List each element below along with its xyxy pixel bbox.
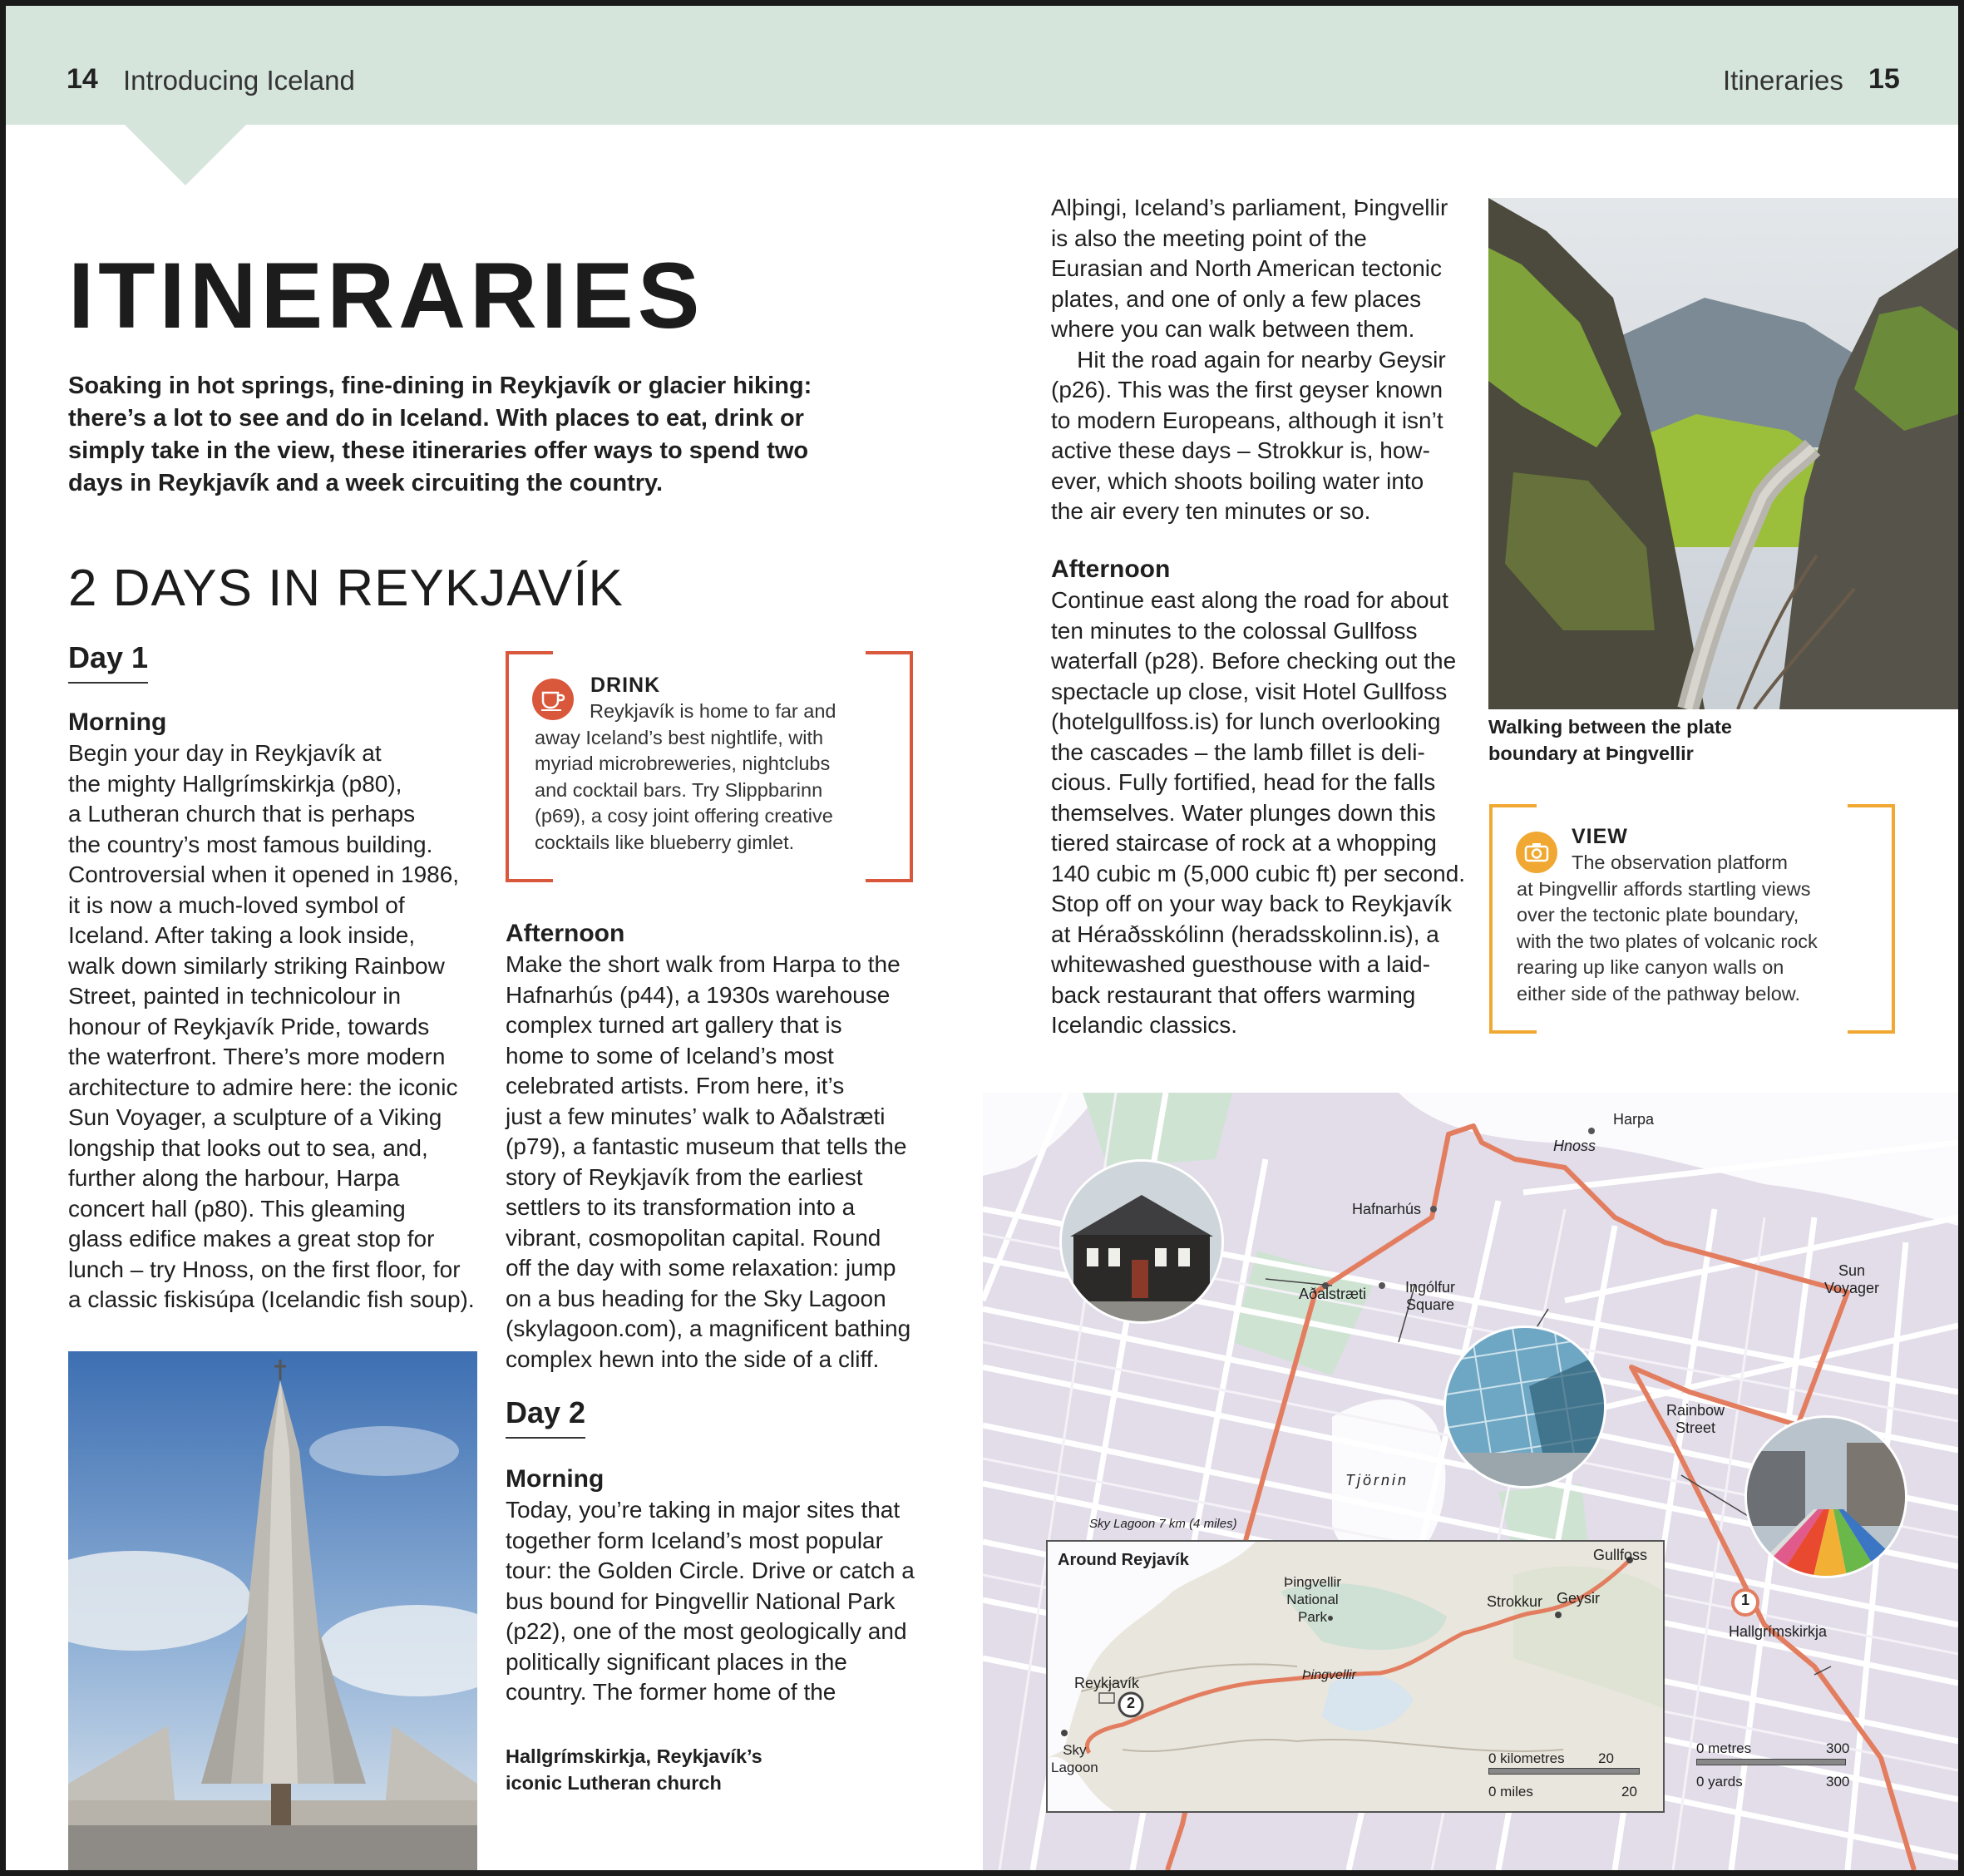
reykjavik-map: [983, 1093, 1958, 1870]
route-marker-2: 2: [1126, 1695, 1135, 1711]
inset-scale-km-label: 0 kilometres: [1488, 1750, 1565, 1766]
left-running-head: Introducing Iceland: [123, 65, 355, 96]
scale-yards-value: 300: [1826, 1774, 1850, 1790]
right-running-head: Itineraries: [1723, 65, 1843, 96]
section-title: 2 DAYS IN REYKJAVÍK: [68, 560, 624, 617]
map-label-sky-lagoon-distance: Sky Lagoon 7 km (4 miles): [1089, 1517, 1237, 1531]
inset-label-thingvellir: Þingvellir: [1302, 1668, 1356, 1682]
thingvellir-photo: [1488, 198, 1958, 709]
route-marker-1: 1: [1740, 1592, 1749, 1608]
map-label-hnoss: Hnoss: [1553, 1138, 1596, 1154]
inset-label-thingvellir-np: Þingvellir National Park: [1284, 1574, 1341, 1625]
inset-scale-miles-value: 20: [1621, 1784, 1637, 1799]
day2-afternoon-text: Continue east along the road for about ten minutes to the colossal Gullfoss waterfall (p28). Before checking out the spectacle up close, visit Hotel Gullfoss (hotelgullfoss.is) for lunch overlooking the cascades – the lamb fillet is deli- cious. Fully fortified, head for the falls themselves. Water plunges down this tiered staircase of rock at a whopping 140 cubic m (5,000 cubic ft) per second. Stop off on your way back to Reykjavík at Héraðsskólinn (heradsskolinn.is), a whitewashed guesthouse with a laid- back restaurant that offers warming Icelandic classics.: [1051, 587, 1466, 1038]
day1-heading: Day 1: [68, 640, 148, 684]
inset-label-reykjavik: Reykjavík: [1074, 1675, 1140, 1691]
inset-label-strokkur: Strokkur: [1487, 1593, 1543, 1610]
hallgrimskirkja-photo: [68, 1351, 477, 1870]
map-label-harpa: Harpa: [1613, 1111, 1655, 1128]
inset-label-geysir: Geysir: [1557, 1590, 1601, 1607]
right-page-number: 15: [1868, 63, 1900, 95]
page-title: ITINERARIES: [68, 244, 704, 348]
map-label-hallgrimskirkja: Hallgrímskirkja: [1729, 1623, 1828, 1640]
rainbow-street-photo-circle: [1744, 1415, 1907, 1578]
day1-morning-text: Begin your day in Reykjavík at the mighty Hallgrímskirkja (p80), a Lutheran church that is perhaps the country’s most famous building. Controversial when it opened in 1986, it is now a much-loved symbol of Iceland. After taking a look inside, walk down similarly striking Rainbow Street, painted in technicolour in honour of Reykjavík Pride, towards the waterfront. There’s more modern architecture to admire here: the iconic Sun Voyager, a sculpture of a Viking longship that looks out to sea, and, further along the harbour, Harpa concert hall (p80). This gleaming glass edifice makes a great stop for lunch – try Hnoss, on the first floor, for a classic fiskisúpa (Icelandic fish soup).: [68, 740, 475, 1312]
inset-map: [1046, 1540, 1665, 1813]
drink-box: [505, 650, 914, 883]
view-text: The observation platform at Þingvellir affords startling views over the tectonic plate boundary, with the two plates of volcanic rock rearing up like canyon walls on either side of the pathway below.: [1517, 852, 1818, 1005]
scale-yards-label: 0 yards: [1696, 1774, 1743, 1790]
intro-paragraph: Soaking in hot springs, fine-dining in Reykjavík or glacier hiking: there’s a lot to see and do in Iceland. With places to eat, drink or simply take in the view, these itineraries offer ways to spend two days in Reykjavík and a week circuiting the country.: [68, 373, 812, 496]
inset-label-gullfoss: Gullfoss: [1593, 1547, 1648, 1563]
left-page-number: 14: [67, 63, 98, 95]
inset-label-sky-lagoon: Sky Lagoon: [1051, 1742, 1098, 1775]
scale-metres-value: 300: [1826, 1740, 1850, 1756]
map-label-hafnarhus: Hafnarhús: [1352, 1201, 1422, 1217]
day2-heading: Day 2: [506, 1395, 585, 1439]
view-heading: VIEW: [1572, 825, 1628, 848]
view-box: [1488, 803, 1896, 1034]
map-label-rainbow-street: Rainbow Street: [1666, 1402, 1725, 1436]
inset-scale-km-value: 20: [1598, 1750, 1614, 1766]
drink-text: Reykjavík is home to far and away Iceland’s best nightlife, with myriad microbreweries, nightclubs and cocktail bars. Try Slippbarinn (p69), a cosy joint offering creative cocktails like blueberry gimlet.: [535, 700, 836, 853]
day1-afternoon-text: Make the short walk from Harpa to the Hafnarhús (p44), a 1930s warehouse complex turned art gallery that is home to some of Iceland’s most celebrated artists. From here, it’s just a few minutes’ walk to Aðalstræti (p79), a fantastic museum that tells the story of Reykjavík from the earliest settlers to its transformation into a vibrant, cosmopolitan capital. Round off the day with some relaxation: jump on a bus heading for the Sky Lagoon (skylagoon.com), a magnificent bathing complex hewn into the side of a cliff.: [506, 951, 911, 1372]
harpa-photo-circle: [1443, 1326, 1606, 1488]
inset-scale-miles-label: 0 miles: [1488, 1784, 1533, 1799]
inset-title: Around Reyjavík: [1058, 1551, 1189, 1569]
thingvellir-caption: Walking between the plate boundary at Þingvellir: [1488, 716, 1732, 764]
day2-morning-continued-text: Alþingi, Iceland’s parliament, Þingvellir is also the meeting point of the Eurasian and North American tectonic plates, and one of only a few places where you can walk between them. Hit the road again for nearby Geysir (p26). This was the first geyser known to modern Europeans, although it isn’t active these days – Strokkur is, how- ever, which shoots boiling water into the air every ten minutes or so.: [1051, 195, 1448, 524]
header-notch: [125, 125, 246, 185]
map-label-sun-voyager: Sun Voyager: [1824, 1262, 1880, 1296]
drink-heading: DRINK: [590, 674, 661, 697]
inset-scale-bar: [1488, 1768, 1640, 1775]
church-caption: Hallgrímskirkja, Reykjavík’s iconic Lutheran church: [506, 1745, 762, 1794]
day1-morning-heading: Morning: [68, 708, 167, 736]
map-label-tjornin: Tjörnin: [1345, 1472, 1409, 1488]
map-label-adalstraeti: Aðalstræti: [1299, 1286, 1367, 1302]
day2-afternoon-heading: Afternoon: [1051, 555, 1171, 583]
day2-morning-text: Today, you’re taking in major sites that together form Iceland’s most popular tour: the Golden Circle. Drive or catch a bus bound for Þingvellir National Park (p22), one of the most geologically and politically significant places in the country. The former home of the: [506, 1497, 915, 1705]
house-photo-circle: [1059, 1159, 1224, 1324]
map-label-ingolfur-square: Ingólfur Square: [1405, 1279, 1456, 1313]
scale-bar: [1696, 1759, 1846, 1765]
day2-morning-heading: Morning: [506, 1465, 604, 1493]
scale-metres-label: 0 metres: [1696, 1740, 1752, 1756]
day1-afternoon-heading: Afternoon: [506, 920, 625, 947]
